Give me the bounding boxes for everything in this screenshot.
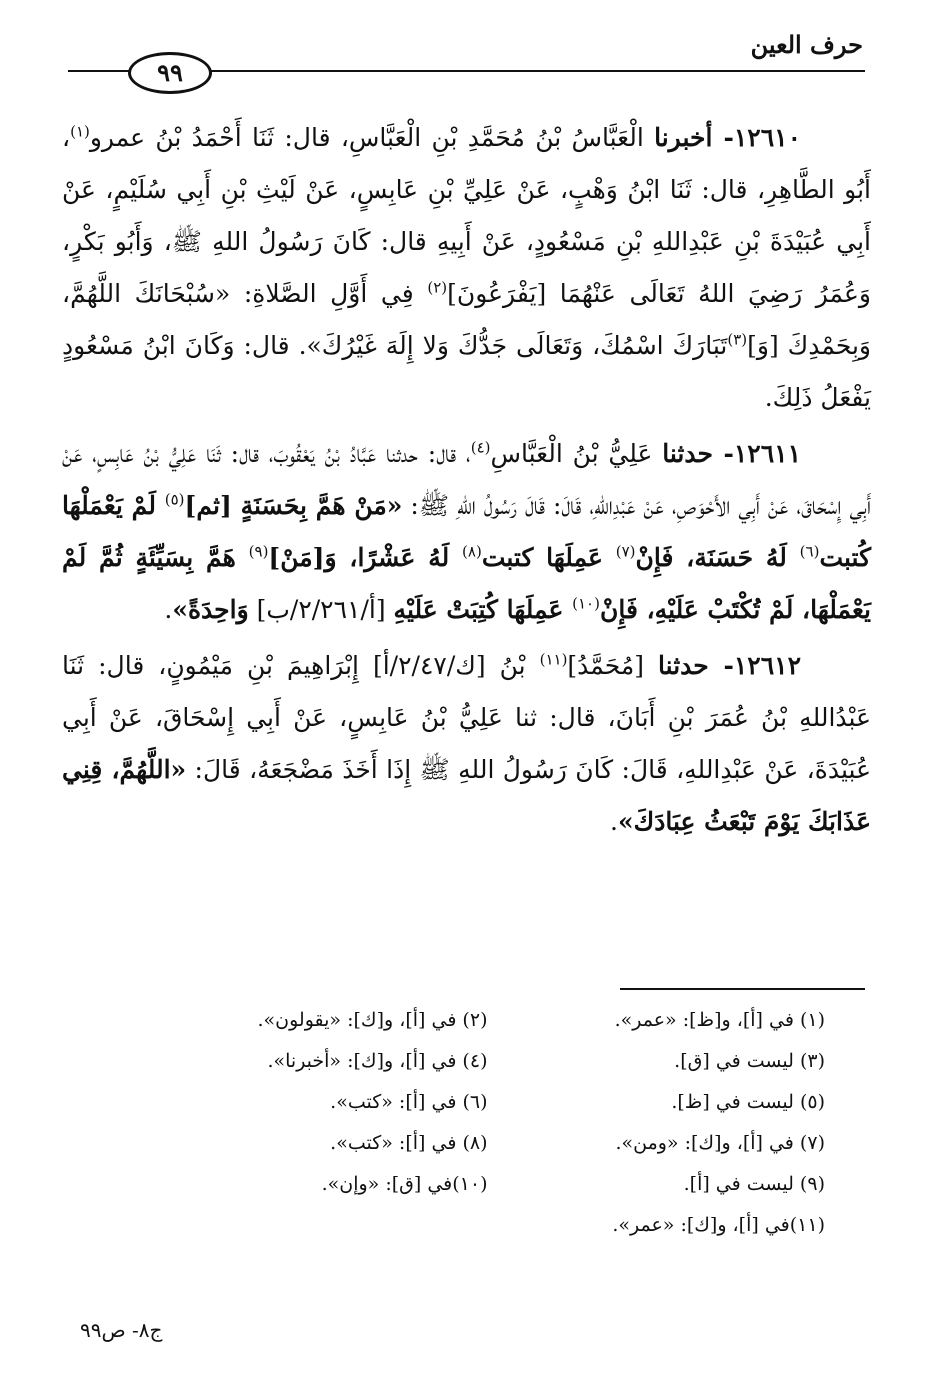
footnote-marker: (٤) (470, 438, 491, 457)
prophetic-text: عَمِلَهَا كُتِبَتْ عَلَيْهِ (393, 595, 573, 624)
hadith-paragraph (62, 428, 871, 636)
narration-text: تَبَارَكَ اسْمُكَ، وَتَعَالَى جَدُّكَ وَلا إِلَهَ غَيْرُكَ». قال: وَكَانَ ابْنُ مَسْعُودٍ يَفْعَلُ ذَلِكَ. (62, 331, 871, 412)
footnote-separator (620, 988, 865, 990)
narration-text: . (164, 595, 173, 624)
footnote-item: (٦) في [أ]: «كتب». (330, 1091, 488, 1113)
hadith-number: ١٢٦١١- (712, 439, 801, 468)
narration-lead: حدثنا (658, 651, 709, 680)
narration-text: بْنُ [ك/٢/٤٧/أ] إِبْرَاهِيمَ بْنِ مَيْمُونٍ، قال: ثَنَا عَبْدُاللهِ بْنُ عُمَرَ بْنِ أَبَانَ، قال: ثنا عَلِيُّ بْنُ عَابِسٍ، عَنْ أَبِي إِسْحَاقَ، عَنْ أَبِي عُبَيْدَةَ، عَنْ عَبْدِاللهِ، قَالَ: كَانَ رَسُولُ اللهِ ﷺ إِذَا أَخَذَ مَضْجَعَهُ، قَالَ: (62, 651, 872, 784)
narration-lead: حدثنا (662, 439, 713, 468)
chapter-title: حرف العين (750, 30, 863, 59)
footnote-marker: (١) (70, 122, 90, 141)
prophetic-text: هَمَّ بِسَيِّئَةٍ ثُمَّ لَمْ يَعْمَلْهَا، لَمْ تُكْتَبْ عَلَيْهِ، فَإِنْ (62, 543, 871, 624)
footnote-item: (١١)في [أ]، و[ك]: «عمر». (612, 1214, 825, 1236)
footnote-item: (٣) ليست في [ق]. (674, 1050, 825, 1072)
narration-text: ، أَبُو الطَّاهِرِ، قال: ثَنَا ابْنُ وَهْبٍ، عَنْ عَلِيِّ بْنِ عَابِسٍ، عَنْ لَيْثِ بْنِ أَبِي سُلَيْمٍ، عَنْ أَبِي عُبَيْدَةَ بْنِ عَبْدِاللهِ بْنِ مَسْعُودٍ، عَنْ أَبِيهِ قال: كَانَ رَسُولُ اللهِ ﷺ، وَأَبُو بَكْرٍ، وَعُمَرُ رَضِيَ اللهُ تَعَالَى عَنْهُمَا [يَفْرَعُونَ] (62, 123, 871, 308)
prophetic-text: لَهُ عَشْرًا، وَ[مَنْ] (268, 543, 463, 572)
prophetic-text: «مَنْ هَمَّ بِحَسَنَةٍ [ثم] (184, 491, 403, 520)
narration-text: الْعَبَّاسُ بْنُ مُحَمَّدِ بْنِ الْعَبَّاسِ، قال: ثَنَا أَحْمَدُ بْنُ عمرو (89, 123, 655, 152)
footnote-item: (٧) في [أ]، و[ك]: «ومن». (615, 1132, 825, 1154)
prophetic-text: «اللَّهُمَّ، قِنِي عَذَابَكَ يَوْمَ تَبْعَثُ عِبَادَكَ» (62, 755, 871, 836)
footnote-marker: (٦) (799, 542, 820, 561)
prophetic-text: لَمْ يَعْمَلْهَا كُتبت (62, 491, 871, 572)
footnote-marker: (٧) (615, 542, 636, 561)
hadith-body (62, 112, 871, 852)
footnote-marker: (٥) (164, 490, 185, 509)
hadith-paragraph (62, 640, 871, 848)
prophetic-text: لَهُ حَسَنَة، فَإِنْ (635, 543, 800, 572)
footnote-item: (١٠)في [ق]: «وإن». (321, 1173, 488, 1195)
page-number-badge: ٩٩ (128, 52, 212, 94)
narration-text: [أ/٢/٢٦١/ب] (248, 595, 394, 624)
footnote-marker: (٩) (248, 542, 269, 561)
footnote-marker: (٢) (427, 278, 448, 297)
prophetic-text: وَاحِدَةً» (172, 595, 249, 624)
prophetic-text: عَمِلَهَا كتبت (481, 543, 616, 572)
footnote-marker: (٣) (727, 330, 748, 349)
footnote-item: (١) في [أ]، و[ظ]: «عمر». (614, 1009, 825, 1031)
narration-text: [مُحَمَّدُ] (567, 651, 659, 680)
narration-text: . (610, 807, 618, 836)
footnote-marker: (٨) (462, 542, 482, 561)
footnote-marker: (١١) (539, 650, 568, 669)
narration-text: فِي أَوَّلِ الصَّلاةِ: «سُبْحَانَكَ اللَّهُمَّ، وَبِحَمْدِكَ [وَ] (62, 279, 871, 360)
footnote-item: (٤) في [أ]، و[ك]: «أخبرنا». (267, 1050, 488, 1072)
page-reference: ج٨- ص٩٩ (80, 1318, 163, 1342)
hadith-number: ١٢٦١٠- (712, 123, 801, 152)
footnote-item: (٢) في [أ]، و[ك]: «يقولون». (257, 1009, 488, 1031)
footnotes (150, 1000, 825, 1246)
footnote-item: (٩) ليست في [أ]. (683, 1173, 825, 1195)
footnote-marker: (١٠) (572, 594, 600, 613)
footnote-item: (٥) ليست في [ظ]. (671, 1091, 825, 1113)
footnote-item: (٨) في [أ]: «كتب». (330, 1132, 488, 1154)
narration-lead: أخبرنا (654, 123, 713, 152)
narration-text: عَلِيُّ بْنُ الْعَبَّاسِ (490, 439, 663, 468)
narration-text: ، قال: حدثنا عَبَّادُ بْنُ يَعْقُوبَ، قال: ثَنَا عَلِيُّ بْنُ عَابِسٍ، عَنْ أَبِي إِسْحَاقَ، عَنْ أَبِي الأَحْوَصِ، عَنْ عَبْدِاللهِ، قَالَ: قَالَ رَسُولُ اللهِ ﷺ: (62, 439, 871, 520)
hadith-paragraph (62, 112, 871, 424)
hadith-number: ١٢٦١٢- (708, 651, 801, 680)
